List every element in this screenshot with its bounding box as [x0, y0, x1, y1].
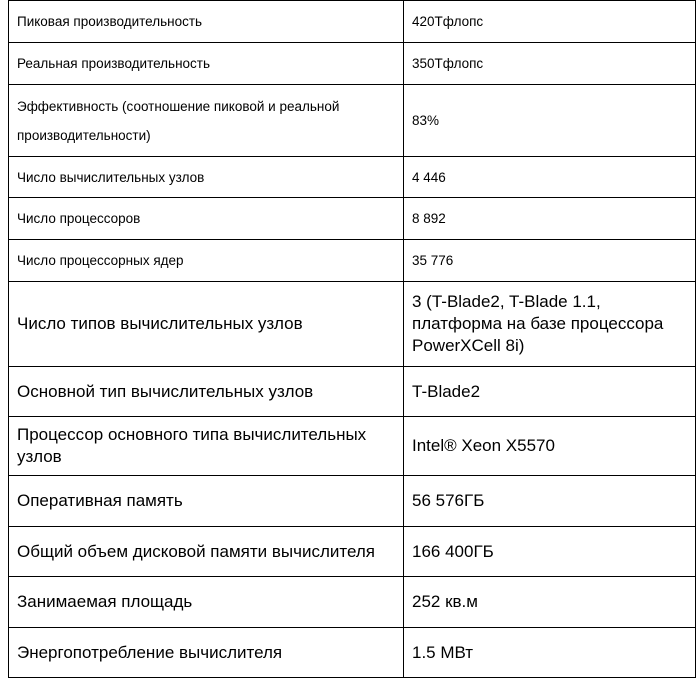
row-value: 1.5 МВт — [404, 628, 696, 678]
row-value: 166 400ГБ — [404, 527, 696, 577]
table-row — [9, 577, 696, 628]
row-label: Число процессорных ядер — [9, 240, 404, 282]
row-value: 420Тфлопс — [404, 1, 696, 43]
row-value: Intel® Xeon X5570 — [404, 417, 696, 476]
row-label: Пиковая производительность — [9, 1, 404, 43]
row-value: 8 892 — [404, 198, 696, 240]
row-label: Реальная производительность — [9, 43, 404, 85]
row-label: Процессор основного типа вычислительных узлов — [9, 417, 404, 476]
row-value: 350Тфлопс — [404, 43, 696, 85]
row-value: 252 кв.м — [404, 577, 696, 628]
row-value: 83% — [404, 85, 696, 157]
row-label: Число вычислительных узлов — [9, 157, 404, 198]
table-row — [9, 417, 696, 476]
row-label: Общий объем дисковой памяти вычислителя — [9, 527, 404, 577]
row-value: 35 776 — [404, 240, 696, 282]
row-label: Эффективность (соотношение пиковой и реальной производительности) — [9, 85, 404, 157]
table-row — [9, 1, 696, 43]
table-row — [9, 628, 696, 678]
row-label: Энергопотребление вычислителя — [9, 628, 404, 678]
row-label: Число процессоров — [9, 198, 404, 240]
row-label: Число типов вычислительных узлов — [9, 282, 404, 367]
row-value: 56 576ГБ — [404, 476, 696, 527]
table-row — [9, 43, 696, 85]
table-row — [9, 85, 696, 157]
row-label: Занимаемая площадь — [9, 577, 404, 628]
table-row — [9, 157, 696, 198]
row-value: 4 446 — [404, 157, 696, 198]
row-label: Оперативная память — [9, 476, 404, 527]
table-row — [9, 240, 696, 282]
table-row — [9, 476, 696, 527]
table-row — [9, 282, 696, 367]
row-label: Основной тип вычислительных узлов — [9, 367, 404, 417]
table-row — [9, 527, 696, 577]
table-row — [9, 367, 696, 417]
specifications-table — [8, 0, 696, 678]
table-row — [9, 198, 696, 240]
row-value: T-Blade2 — [404, 367, 696, 417]
row-value: 3 (T-Blade2, T-Blade 1.1, платформа на базе процессора PowerXCell 8i) — [404, 282, 696, 367]
